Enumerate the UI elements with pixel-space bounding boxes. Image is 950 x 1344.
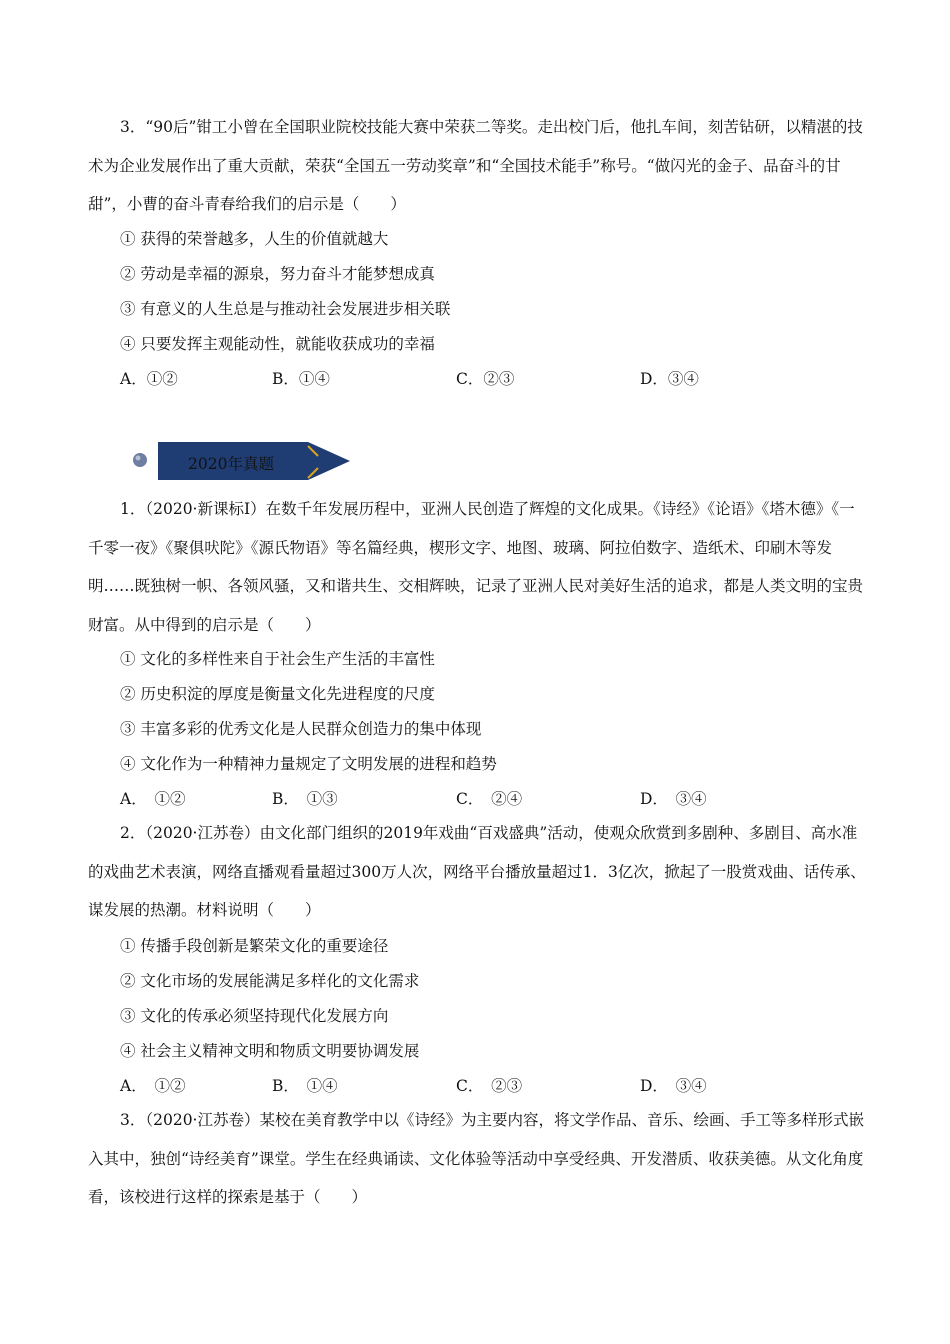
- answer-choice-c: C． ②④: [456, 790, 523, 808]
- option-statement: ① 传播手段创新是繁荣文化的重要途径: [120, 937, 389, 955]
- answer-choice-d: D． ③④: [640, 790, 707, 808]
- answer-choice-b: B． ①③: [272, 790, 338, 808]
- answer-choice-c: C． ②③: [456, 1077, 523, 1095]
- option-statement: ③ 丰富多彩的优秀文化是人民群众创造力的集中体现: [120, 720, 482, 738]
- answer-choice-d: D．③④: [640, 370, 699, 388]
- option-statement: ④ 只要发挥主观能动性，就能收获成功的幸福: [120, 335, 435, 353]
- badge-dot-icon: [133, 453, 147, 467]
- answer-choice-a: A． ①②: [120, 1077, 186, 1095]
- option-statement: ④ 文化作为一种精神力量规定了文明发展的进程和趋势: [120, 755, 497, 773]
- option-statement: ② 劳动是幸福的源泉，努力奋斗才能梦想成真: [120, 265, 435, 283]
- question-stem: 3．“90后”钳工小曾在全国职业院校技能大赛中荣获二等奖。走出校门后，他扎车间，刻苦钻研，以精湛的技术为企业发展作出了重大贡献，荣获“全国五一劳动奖章”和“全国技术能手”称号。“做闪光的金子、品奋斗的甘甜”，小曹的奋斗青春给我们的启示是（ ）: [88, 118, 863, 213]
- option-statement: ① 文化的多样性来自于社会生产生活的丰富性: [120, 650, 435, 668]
- question-stem: 2．（2020·江苏卷）由文化部门组织的2019年戏曲“百戏盛典”活动，使观众欣赏到多剧种、多剧目、高水准的戏曲艺术表演，网络直播观看量超过300万人次，网络平台播放量超过1．3亿次，掀起了一股赏戏曲、话传承、谋发展的热潮。材料说明（ ）: [88, 824, 866, 919]
- option-statement: ① 获得的荣誉越多，人生的价值就越大: [120, 230, 389, 248]
- option-statement: ② 历史积淀的厚度是衡量文化先进程度的尺度: [120, 685, 435, 703]
- option-statement: ③ 文化的传承必须坚持现代化发展方向: [120, 1007, 389, 1025]
- answer-choice-c: C．②③: [456, 370, 515, 388]
- option-statement: ④ 社会主义精神文明和物质文明要协调发展: [120, 1042, 420, 1060]
- answer-choice-b: B．①④: [272, 370, 330, 388]
- answer-choice-b: B． ①④: [272, 1077, 338, 1095]
- option-statement: ② 文化市场的发展能满足多样化的文化需求: [120, 972, 420, 990]
- answer-choice-a: A． ①②: [120, 790, 186, 808]
- question-stem: 3．（2020·江苏卷）某校在美育教学中以《诗经》为主要内容，将文学作品、音乐、绘画、手工等多样形式嵌入其中，独创“诗经美育”课堂。学生在经典诵读、文化体验等活动中享受经典、开发潜质、收获美德。从文化角度看，该校进行这样的探索是基于（ ）: [88, 1111, 864, 1206]
- option-statement: ③ 有意义的人生总是与推动社会发展进步相关联: [120, 300, 451, 318]
- section-title: 2020年真题: [188, 455, 274, 473]
- answer-choice-d: D． ③④: [640, 1077, 707, 1095]
- answer-choice-a: A．①②: [120, 370, 178, 388]
- question-stem: 1．（2020·新课标Ⅰ）在数千年发展历程中，亚洲人民创造了辉煌的文化成果。《诗经》《论语》《塔木德》《一千零一夜》《聚俱吠陀》《源氏物语》等名篇经典，楔形文字、地图、玻璃、阿拉伯数字、造纸术、印刷木等发明……既独树一帜、各领风骚，又和谐共生、交相辉映，记录了亚洲人民对美好生活的追求，都是人类文明的宝贵财富。从中得到的启示是（ ）: [88, 500, 864, 634]
